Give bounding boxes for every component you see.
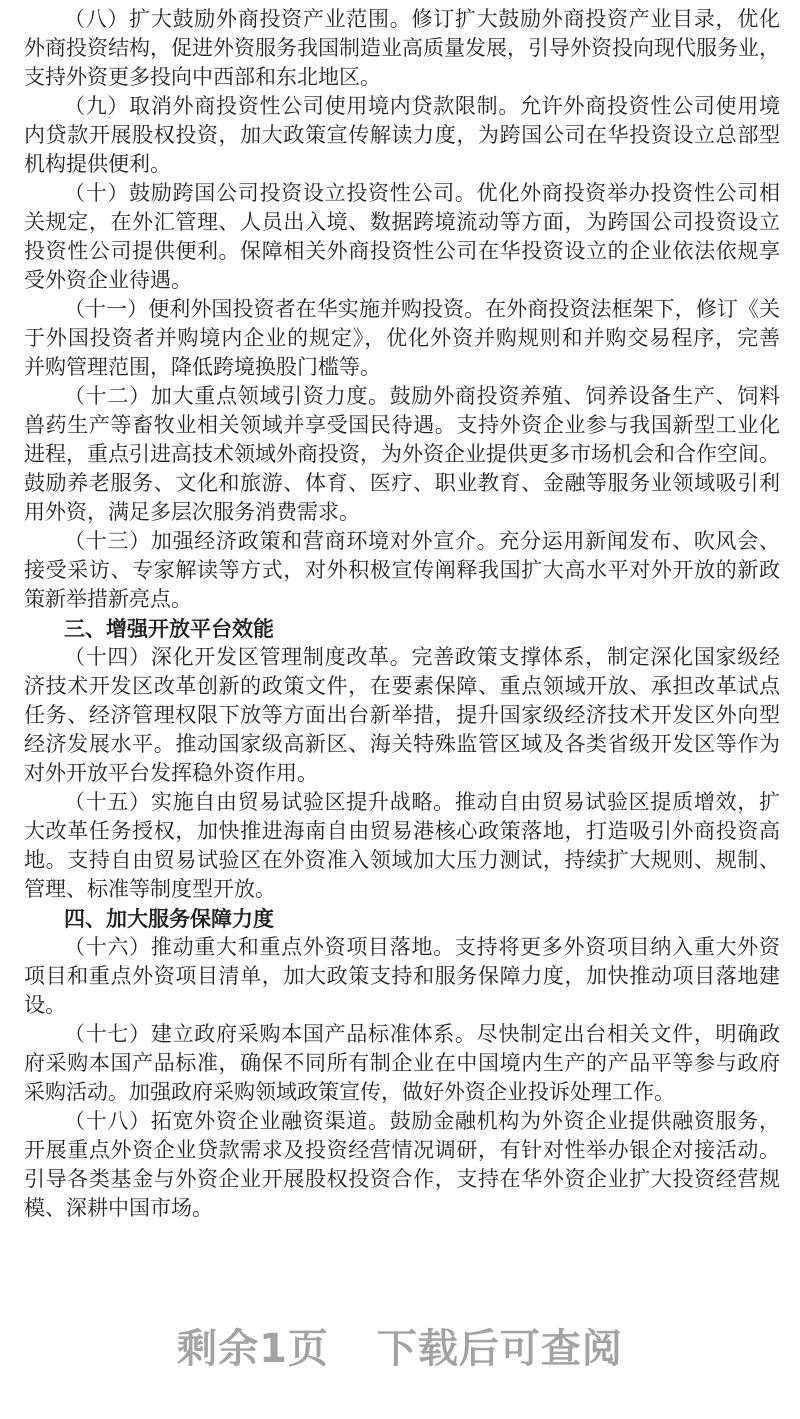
document-body <box>24 5 780 1223</box>
paragraph <box>24 788 780 904</box>
text-line: 任务、经济管理权限下放等方面出台新举措，提升国家级经济技术开发区外向型 <box>24 703 780 727</box>
text-line: 大改革任务授权，加快推进海南自由贸易港核心政策落地，打造吸引外商投资高 <box>24 819 780 843</box>
text-line: 四、加大服务保障力度 <box>64 906 274 931</box>
text-line: （十四）深化开发区管理制度改革。完善政策支撑体系，制定深化国家级经 <box>64 645 780 669</box>
text-line: （十六）推动重大和重点外资项目落地。支持将更多外资项目纳入重大外资 <box>64 935 780 959</box>
paragraph <box>24 1020 780 1107</box>
download-to-view-text: 下载后可查阅 <box>376 1326 623 1372</box>
text-line: 济技术开发区改革创新的政策文件，在要素保障、重点领域开放、承担改革试点 <box>24 674 780 698</box>
paragraph <box>24 382 780 527</box>
text-line: 用外资，满足多层次服务消费需求。 <box>24 500 360 524</box>
text-line: 项目和重点外资项目清单，加大政策支持和服务保障力度，加快推动项目落地建 <box>24 964 780 988</box>
remaining-pages-text: 剩余1页 <box>177 1326 329 1372</box>
text-line: 采购活动。加强政府采购领域政策宣传，做好外资企业投诉处理工作。 <box>24 1080 675 1104</box>
text-line: 开展重点外资企业贷款需求及投资经营情况调研，有针对性举办银企对接活动。 <box>24 1138 780 1162</box>
paragraph <box>24 92 780 179</box>
text-line: 于外国投资者并购境内企业的规定》，优化外资并购规则和并购交易程序，完善 <box>24 326 780 350</box>
text-line: 兽药生产等畜牧业相关领域并享受国民待遇。支持外资企业参与我国新型工业化 <box>24 413 780 437</box>
paragraph <box>24 643 780 788</box>
text-line: 内贷款开展股权投资，加大政策宣传解读力度，为跨国公司在华投资设立总部型 <box>24 123 780 147</box>
text-line: （十二）加大重点领域引资力度。鼓励外商投资养殖、饲养设备生产、饲料 <box>64 384 780 408</box>
text-line: 经济发展水平。推动国家级高新区、海关特殊监管区域及各类省级开发区等作为 <box>24 732 780 756</box>
text-line: 引导各类基金与外资企业开展股权投资合作，支持在华外资企业扩大投资经营规 <box>24 1167 780 1191</box>
section-heading <box>24 904 780 933</box>
text-line: 三、增强开放平台效能 <box>64 616 274 641</box>
paragraph <box>24 1107 780 1223</box>
text-line: （十三）加强经济政策和营商环境对外宣介。充分运用新闻发布、吹风会、 <box>64 529 780 553</box>
text-line: 模、深耕中国市场。 <box>24 1196 213 1220</box>
text-line: （九）取消外商投资性公司使用境内贷款限制。允许外商投资性公司使用境 <box>64 94 780 118</box>
text-line: 策新举措新亮点。 <box>24 587 192 611</box>
text-line: 接受采访、专家解读等方式，对外积极宣传阐释我国扩大高水平对外开放的新政 <box>24 558 780 582</box>
text-line: 地。支持自由贸易试验区在外资准入领域加大压力测试，持续扩大规则、规制、 <box>24 848 780 872</box>
download-prompt[interactable] <box>0 1317 800 1374</box>
text-line: 受外资企业待遇。 <box>24 268 192 292</box>
text-line: （十五）实施自由贸易试验区提升战略。推动自由贸易试验区提质增效，扩 <box>64 790 780 814</box>
paragraph <box>24 295 780 382</box>
text-line: （十七）建立政府采购本国产品标准体系。尽快制定出台相关文件，明确政 <box>64 1022 780 1046</box>
text-line: 府采购本国产品标准，确保不同所有制企业在中国境内生产的产品平等参与政府 <box>24 1051 780 1075</box>
paragraph <box>24 5 780 92</box>
text-line: 关规定，在外汇管理、人员出入境、数据跨境流动等方面，为跨国公司投资设立 <box>24 210 780 234</box>
text-line: 并购管理范围，降低跨境换股门槛等。 <box>24 355 381 379</box>
text-line: 支持外资更多投向中西部和东北地区。 <box>24 65 381 89</box>
text-line: （十八）拓宽外资企业融资渠道。鼓励金融机构为外资企业提供融资服务， <box>64 1109 780 1133</box>
paragraph <box>24 933 780 1020</box>
text-line: （八）扩大鼓励外商投资产业范围。修订扩大鼓励外商投资产业目录，优化 <box>64 7 780 31</box>
text-line: （十一）便利外国投资者在华实施并购投资。在外商投资法框架下，修订《关 <box>64 297 780 321</box>
text-line: 管理、标准等制度型开放。 <box>24 877 276 901</box>
paragraph <box>24 179 780 295</box>
text-line: 对外开放平台发挥稳外资作用。 <box>24 761 318 785</box>
text-line: （十）鼓励跨国公司投资设立投资性公司。优化外商投资举办投资性公司相 <box>64 181 780 205</box>
section-heading <box>24 614 780 643</box>
text-line: 鼓励养老服务、文化和旅游、体育、医疗、职业教育、金融等服务业领域吸引利 <box>24 471 780 495</box>
text-line: 投资性公司提供便利。保障相关外商投资性公司在华投资设立的企业依法依规享 <box>24 239 780 263</box>
text-line: 外商投资结构，促进外资服务我国制造业高质量发展，引导外资投向现代服务业， <box>24 36 780 60</box>
text-line: 进程，重点引进高技术领域外商投资，为外资企业提供更多市场机会和合作空间。 <box>24 442 780 466</box>
paragraph <box>24 527 780 614</box>
text-line: 设。 <box>24 993 66 1017</box>
text-line: 机构提供便利。 <box>24 152 171 176</box>
